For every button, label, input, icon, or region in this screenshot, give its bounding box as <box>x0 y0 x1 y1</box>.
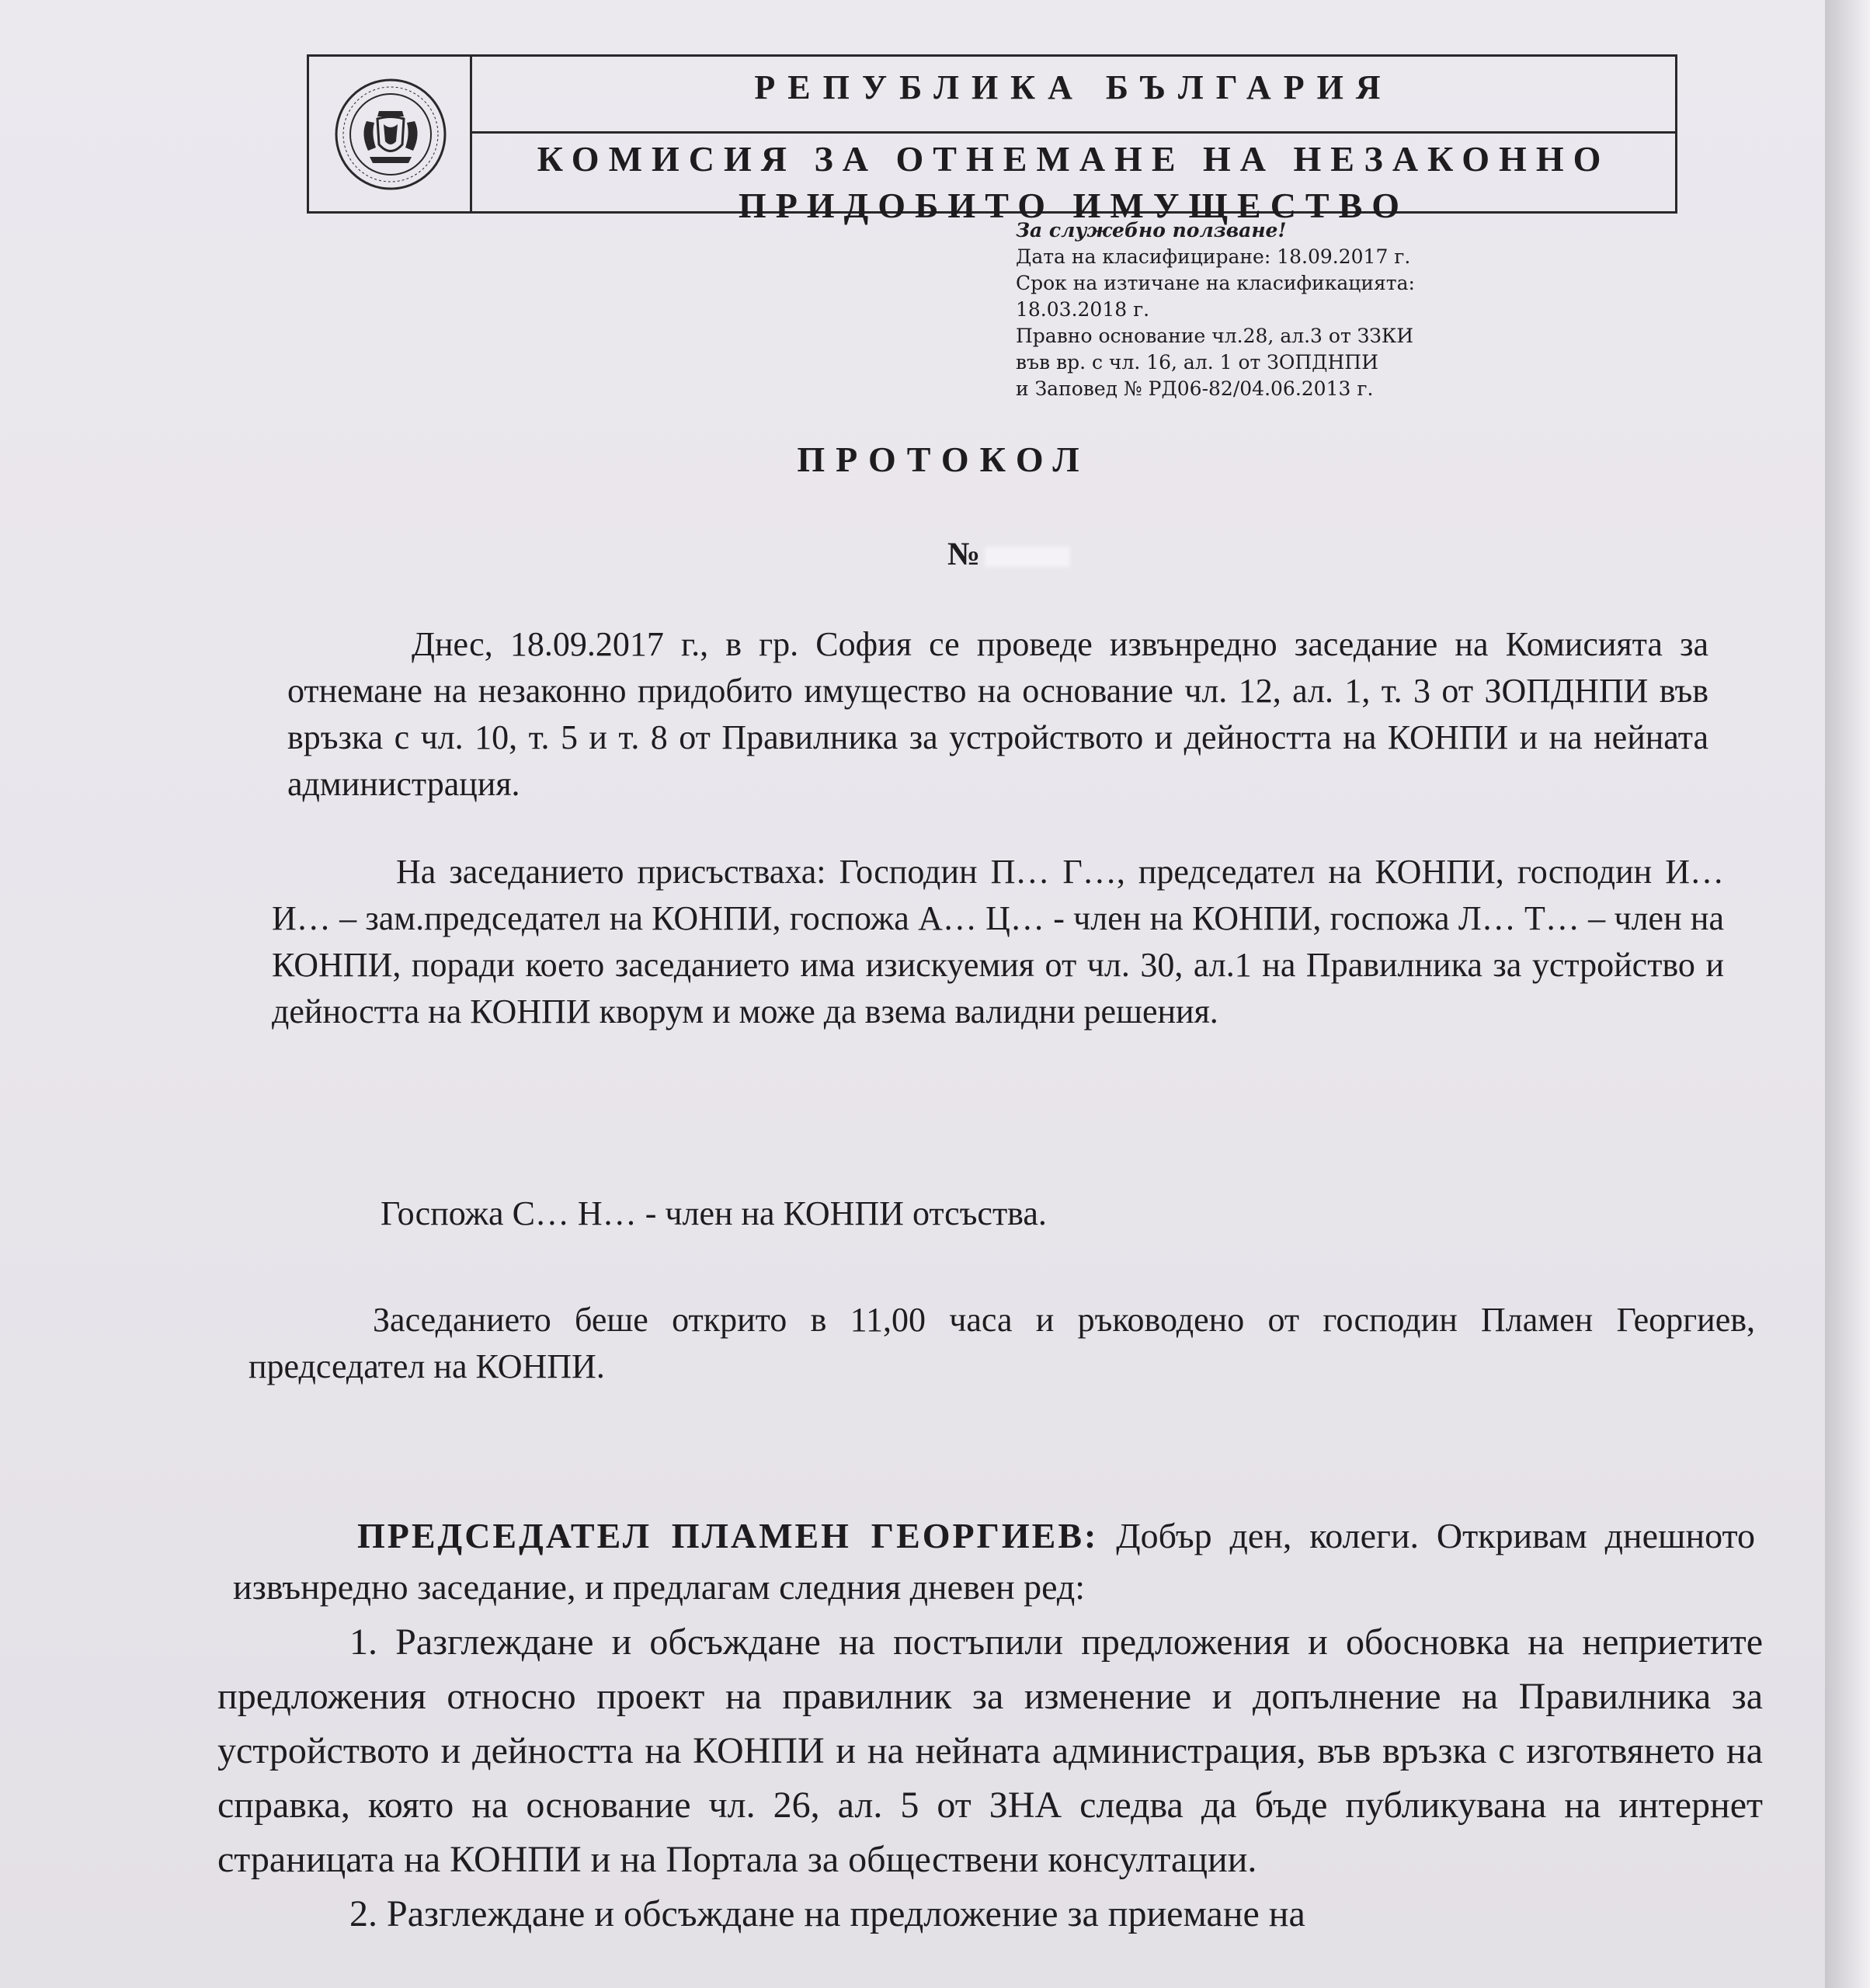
document-title: ПРОТОКОЛ <box>797 440 1090 479</box>
classification-line: За служебно ползване! <box>1016 219 1287 242</box>
seal-cell <box>309 57 472 211</box>
letterhead <box>307 54 1677 225</box>
classification-line: Правно основание чл.28, ал.3 от ЗЗКИ <box>1016 325 1414 347</box>
classification-line: 18.03.2018 г. <box>1016 298 1150 321</box>
redacted-number <box>985 547 1070 567</box>
paragraph-attendees: На заседанието присъстваха: Господин П… Г…, председател на КОНПИ, господин И… И… – зам.председател на КОНПИ, госпожа А… Ц… - член на КОНПИ, госпожа Л… Т… – член на КОНПИ, поради което заседанието има изискуемия от чл. 30, ал.1 на Правилника за устройство и дейността на КОНПИ кворум и може да взема валидни решения. <box>272 853 1724 1030</box>
agenda-list <box>217 1615 1763 1941</box>
commission-title-line2: ПРИДОБИТО ИМУЩЕСТВО <box>738 186 1409 225</box>
republic-title: РЕПУБЛИКА БЪЛГАРИЯ <box>754 68 1393 106</box>
document-number <box>947 536 1070 573</box>
classification-line: във вр. с чл. 16, ал. 1 от ЗОПДНПИ <box>1016 351 1378 374</box>
speaker-label: ПРЕДСЕДАТЕЛ ПЛАМЕН ГЕОРГИЕВ: <box>357 1516 1099 1555</box>
classification-line: Дата на класифициране: 18.09.2017 г. <box>1016 245 1411 268</box>
agenda-item-1: 1. Разглеждане и обсъждане на постъпили предложения и обосновка на неприетите предложения относно проект на правилник за изменение и допълнение на Правилника за устройството и дейността на КОНПИ и на нейната администрация, във връзка с изготвянето на справка, която на основание чл. 26, ал. 5 от ЗНА следва да бъде публикувана на интернет страницата на КОНПИ и на Портала за обществени консултации. <box>217 1621 1763 1880</box>
number-sign: № <box>947 537 981 572</box>
paragraph-absent: Госпожа С… Н… - член на КОНПИ отсъства. <box>381 1194 1047 1232</box>
classification-line: и Заповед № РД06-82/04.06.2013 г. <box>1016 377 1374 400</box>
commission-title-line1: КОМИСИЯ ЗА ОТНЕМАНЕ НА НЕЗАКОННО <box>537 139 1611 179</box>
coat-of-arms-seal-icon <box>332 76 449 193</box>
agenda-item-2: 2. Разглеждане и обсъждане на предложение за приемане на <box>349 1893 1305 1934</box>
commission-title <box>472 136 1675 229</box>
classification-line: Срок на изтичане на класификацията: <box>1016 272 1415 294</box>
classification-block <box>1016 217 1451 402</box>
page-edge <box>1825 0 1870 1988</box>
paragraph-intro: Днес, 18.09.2017 г., в гр. София се проведе извънредно заседание на Комисията за отнемане на незаконно придобито имущество на основание чл. 12, ал. 1, т. 3 от ЗОПДНПИ във връзка с чл. 10, т. 5 и т. 8 от Правилника за устройството и дейността на КОНПИ и на нейната администрация. <box>287 625 1708 803</box>
paragraph-opening: Заседанието беше открито в 11,00 часа и ръководено от господин Пламен Георгиев, председател на КОНПИ. <box>249 1301 1755 1385</box>
paragraph-chairman <box>233 1510 1755 1613</box>
speaker-text: Добър ден, колеги. Откривам днешното извънредно заседание, и предлагам следния дневен ред: <box>233 1516 1755 1607</box>
